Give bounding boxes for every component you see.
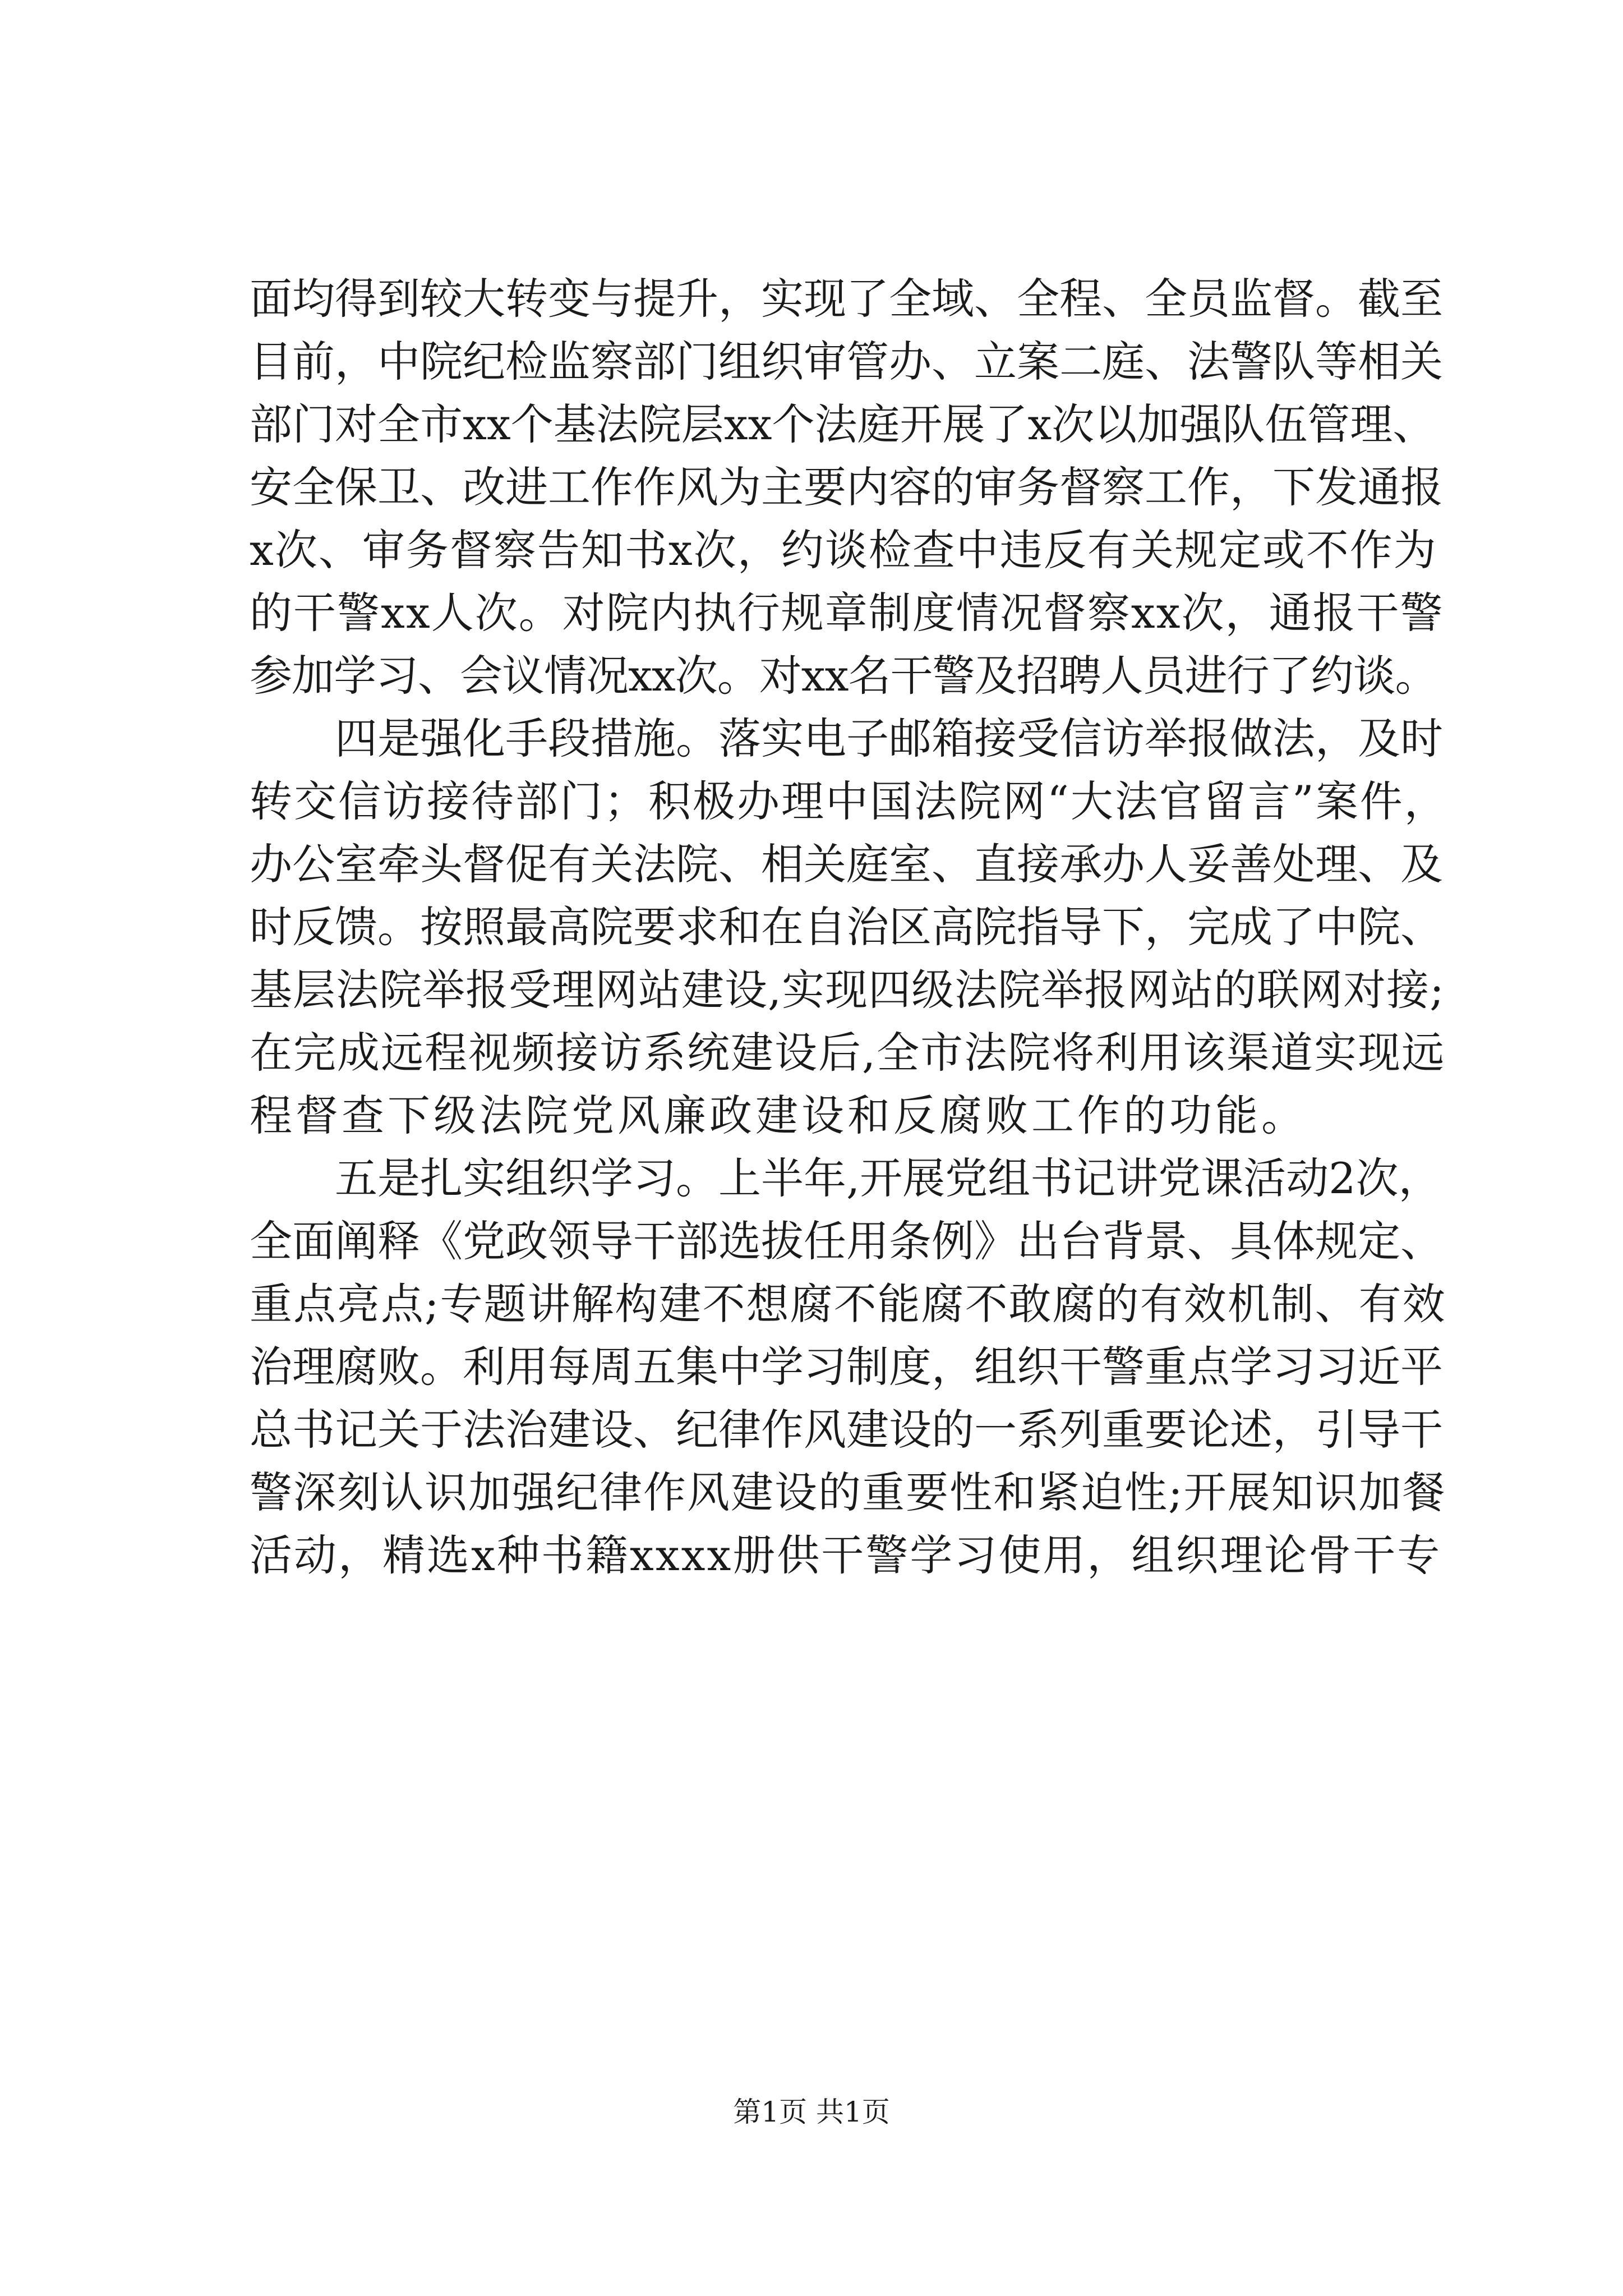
text-line: 基层法院举报受理网站建设,实现四级法院举报网站的联网对接; xyxy=(250,965,1445,1015)
text-line: 在完成远程视频接访系统建设后,全市法院将利用该渠道实现远 xyxy=(250,1028,1446,1078)
text-line: 部门对全市xx个基法院层xx个法庭开展了x次以加强队伍管理、 xyxy=(250,399,1436,449)
text-line: 安全保卫、改进工作作风为主要内容的审务督察工作，下发通报 xyxy=(250,462,1443,512)
text-line: 办公室牵头督促有关法院、相关庭室、直接承办人妥善处理、及 xyxy=(250,839,1443,889)
paragraph-start-line: 四是强化手段措施。落实电子邮箱接受信访举报做法，及时 xyxy=(335,714,1443,763)
text-line: 总书记关于法治建设、纪律作风建设的一系列重要论述，引导干 xyxy=(250,1405,1443,1455)
text-line: x次、审务督察告知书x次，约谈检查中违反有关规定或不作为 xyxy=(250,525,1437,575)
paragraph-start-line: 五是扎实组织学习。上半年,开展党组书记讲党课活动2次， xyxy=(335,1153,1441,1203)
text-line: 参加学习、会议情况xx次。对xx名干警及招聘人员进行了约谈。 xyxy=(250,651,1437,701)
text-line: 目前，中院纪检监察部门组织审管办、立案二庭、法警队等相关 xyxy=(250,337,1443,386)
text-line: 的干警xx人次。对院内执行规章制度情况督察xx次，通报干警 xyxy=(250,588,1444,638)
text-line: 全面阐释《党政领导干部选拔任用条例》出台背景、具体规定、 xyxy=(250,1216,1443,1266)
text-line: 转交信访接待部门；积极办理中国法院网“大法官留言”案件， xyxy=(250,776,1449,826)
text-line: 警深刻认识加强纪律作风建设的重要性和紧迫性;开展知识加餐 xyxy=(250,1467,1446,1517)
page-footer: 第1页 共1页 xyxy=(733,2096,890,2128)
text-line: 面均得到较大转变与提升，实现了全域、全程、全员监督。截至 xyxy=(250,274,1443,324)
text-line: 程督查下级法院党风廉政建设和反腐败工作的功能。 xyxy=(250,1091,1307,1140)
text-line: 治理腐败。利用每周五集中学习制度，组织干警重点学习习近平 xyxy=(250,1342,1443,1392)
text-line: 时反馈。按照最高院要求和在自治区高院指导下，完成了中院、 xyxy=(250,902,1443,952)
text-line: 活动，精选x种书籍xxxx册供干警学习使用，组织理论骨干专 xyxy=(250,1530,1442,1580)
text-line: 重点亮点;专题讲解构建不想腐不能腐不敢腐的有效机制、有效 xyxy=(250,1279,1446,1329)
document-body xyxy=(250,268,1450,1587)
